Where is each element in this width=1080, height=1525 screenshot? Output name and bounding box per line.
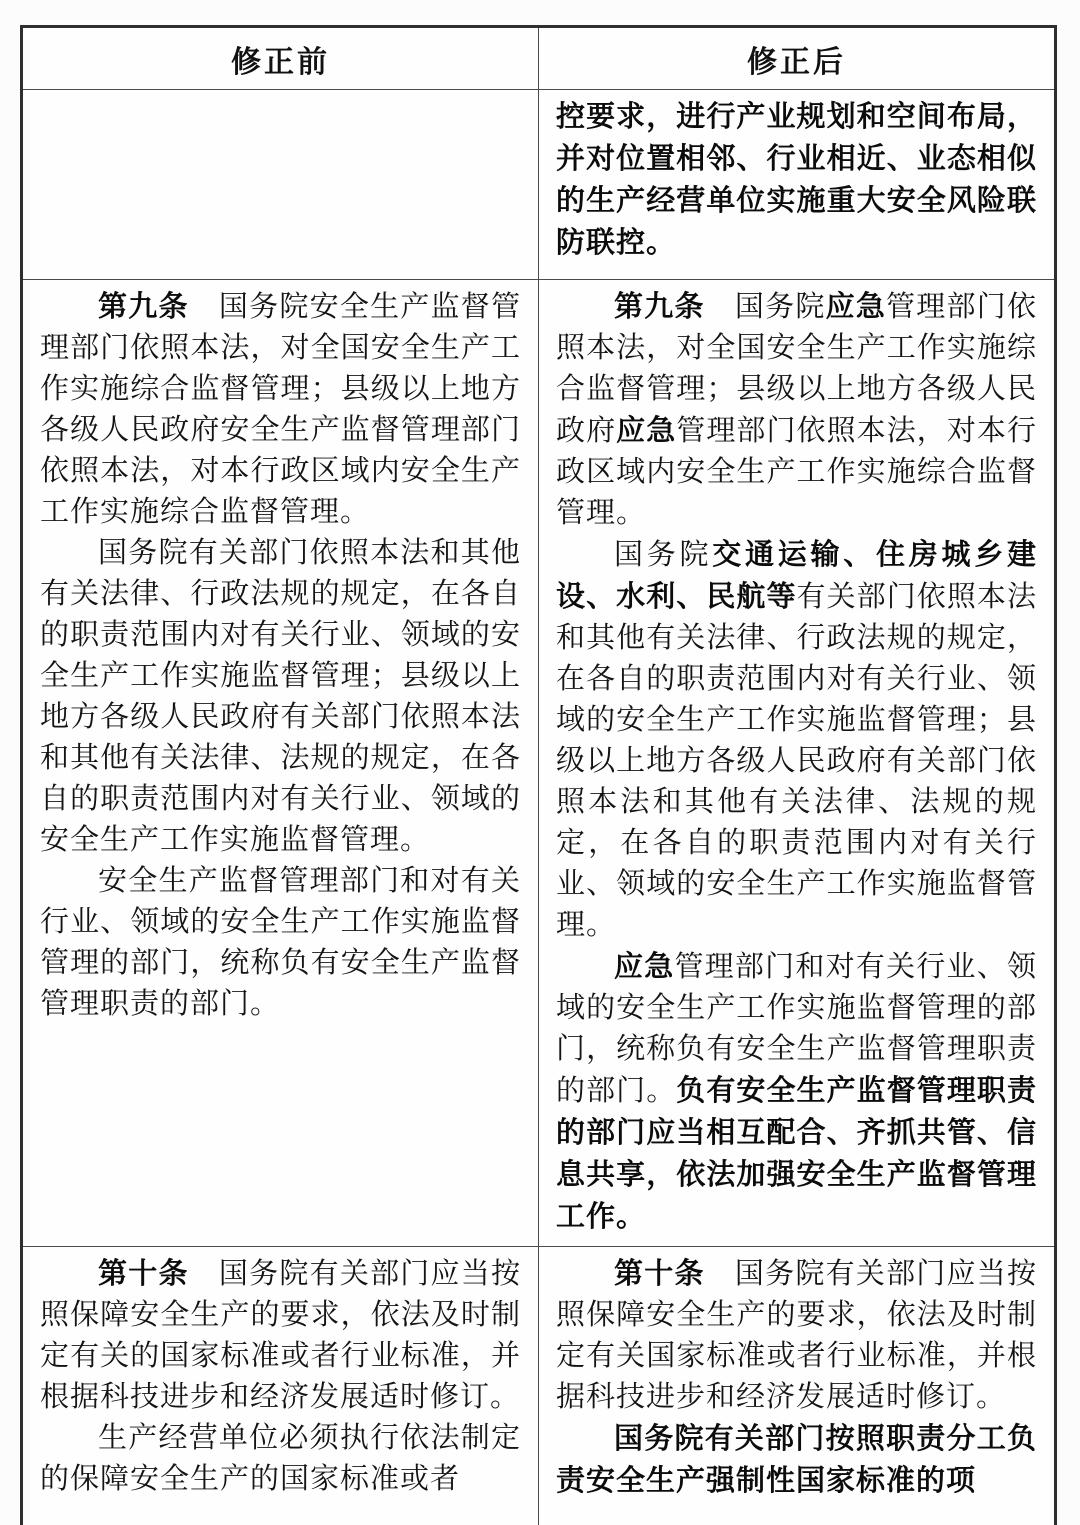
bold-text-run: 第九条 [614, 289, 735, 323]
paragraph [556, 1253, 1037, 1418]
paragraph [556, 946, 1037, 1238]
paragraph [40, 286, 521, 533]
paragraph [40, 533, 521, 861]
paragraph [556, 96, 1037, 264]
text-run: 安全生产监督管理部门和对有关行业、领域的安全生产工作实施监督管理的部门，统称负有安全生产监督管理职责的部门。 [40, 865, 521, 1020]
text-run: 生产经营单位必须执行依法制定的保障安全生产的国家标准或者 [40, 1422, 521, 1495]
header-row [22, 27, 1056, 90]
comparison-table [20, 25, 1057, 1525]
bold-text-run: 第十条 [98, 1256, 219, 1290]
paragraph [40, 1253, 521, 1418]
text-run: 管理部门和对有关行业、领域的安全生产工作实施监督管理的部门，统称负有安全生产监督管理职责的部门。 [556, 951, 1037, 1107]
table-body [22, 90, 1056, 1525]
cell-before [22, 90, 539, 280]
cell-after [539, 280, 1056, 1247]
bold-text-run: 负有安全生产监督管理职责的部门应当相互配合、齐抓共管、信息共享，依法加强安全生产监督管理工作。 [556, 1073, 1037, 1233]
bold-text-run: 交通运输、住房城乡建设、水利、民航等 [556, 537, 1037, 613]
bold-text-run: 控要求，进行产业规划和空间布局，并对位置相邻、行业相近、业态相似的生产经营单位实施重大安全风险联防联控。 [556, 99, 1037, 259]
bold-text-run: 第十条 [614, 1256, 735, 1290]
text-run: 国务院 [614, 539, 713, 571]
text-run: 有关部门依照本法和其他有关法律、行政法规的规定，在各自的职责范围内对有关行业、领域的安全生产工作实施监督管理；县级以上地方各级人民政府有关部门依照本法和其他有关法律、法规的规定，在各自的职责范围内对有关行业、领域的安全生产工作实施监督管理。 [556, 581, 1037, 941]
cell-after [539, 1247, 1056, 1525]
cell-after [539, 90, 1056, 280]
table-row [22, 280, 1056, 1247]
text-run: 管理部门依照本法，对本行政区域内安全生产工作实施综合监督管理。 [556, 415, 1037, 529]
text-run: 管理部门依照本法，对全国安全生产工作实施综合监督管理；县级以上地方各级人民政府 [556, 291, 1037, 447]
bold-text-run: 应急 [616, 413, 677, 447]
paragraph [556, 1418, 1037, 1502]
column-header-before-amendment: 修正前 [22, 27, 539, 90]
paragraph [556, 286, 1037, 534]
text-run: 国务院 [734, 291, 826, 323]
table-row [22, 90, 1056, 280]
text-run: 国务院有关部门应当按照保障安全生产的要求，依法及时制定有关国家标准或者行业标准，并根据科技进步和经济发展适时修订。 [556, 1258, 1037, 1413]
bold-text-run: 国务院有关部门按照职责分工负责安全生产强制性国家标准的项 [556, 1421, 1037, 1497]
text-run: 国务院有关部门应当按照保障安全生产的要求，依法及时制定有关的国家标准或者行业标准，并根据科技进步和经济发展适时修订。 [40, 1258, 521, 1413]
paragraph [40, 861, 521, 1025]
bold-text-run: 第九条 [98, 289, 219, 323]
column-header-after-amendment: 修正后 [539, 27, 1056, 90]
paragraph [556, 534, 1037, 946]
cell-before [22, 1247, 539, 1525]
cell-before [22, 280, 539, 1247]
bold-text-run: 应急 [614, 949, 675, 983]
bold-text-run: 应急 [825, 289, 887, 323]
paragraph [40, 1418, 521, 1500]
text-run: 国务院有关部门依照本法和其他有关法律、行政法规的规定，在各自的职责范围内对有关行业、领域的安全生产工作实施监督管理；县级以上地方各级人民政府有关部门依照本法和其他有关法律、法规的规定，在各自的职责范围内对有关行业、领域的安全生产工作实施监督管理。 [40, 537, 521, 856]
table-row [22, 1247, 1056, 1525]
text-run: 国务院安全生产监督管理部门依照本法，对全国安全生产工作实施综合监督管理；县级以上地方各级人民政府安全生产监督管理部门依照本法，对本行政区域内安全生产工作实施综合监督管理。 [40, 291, 521, 528]
